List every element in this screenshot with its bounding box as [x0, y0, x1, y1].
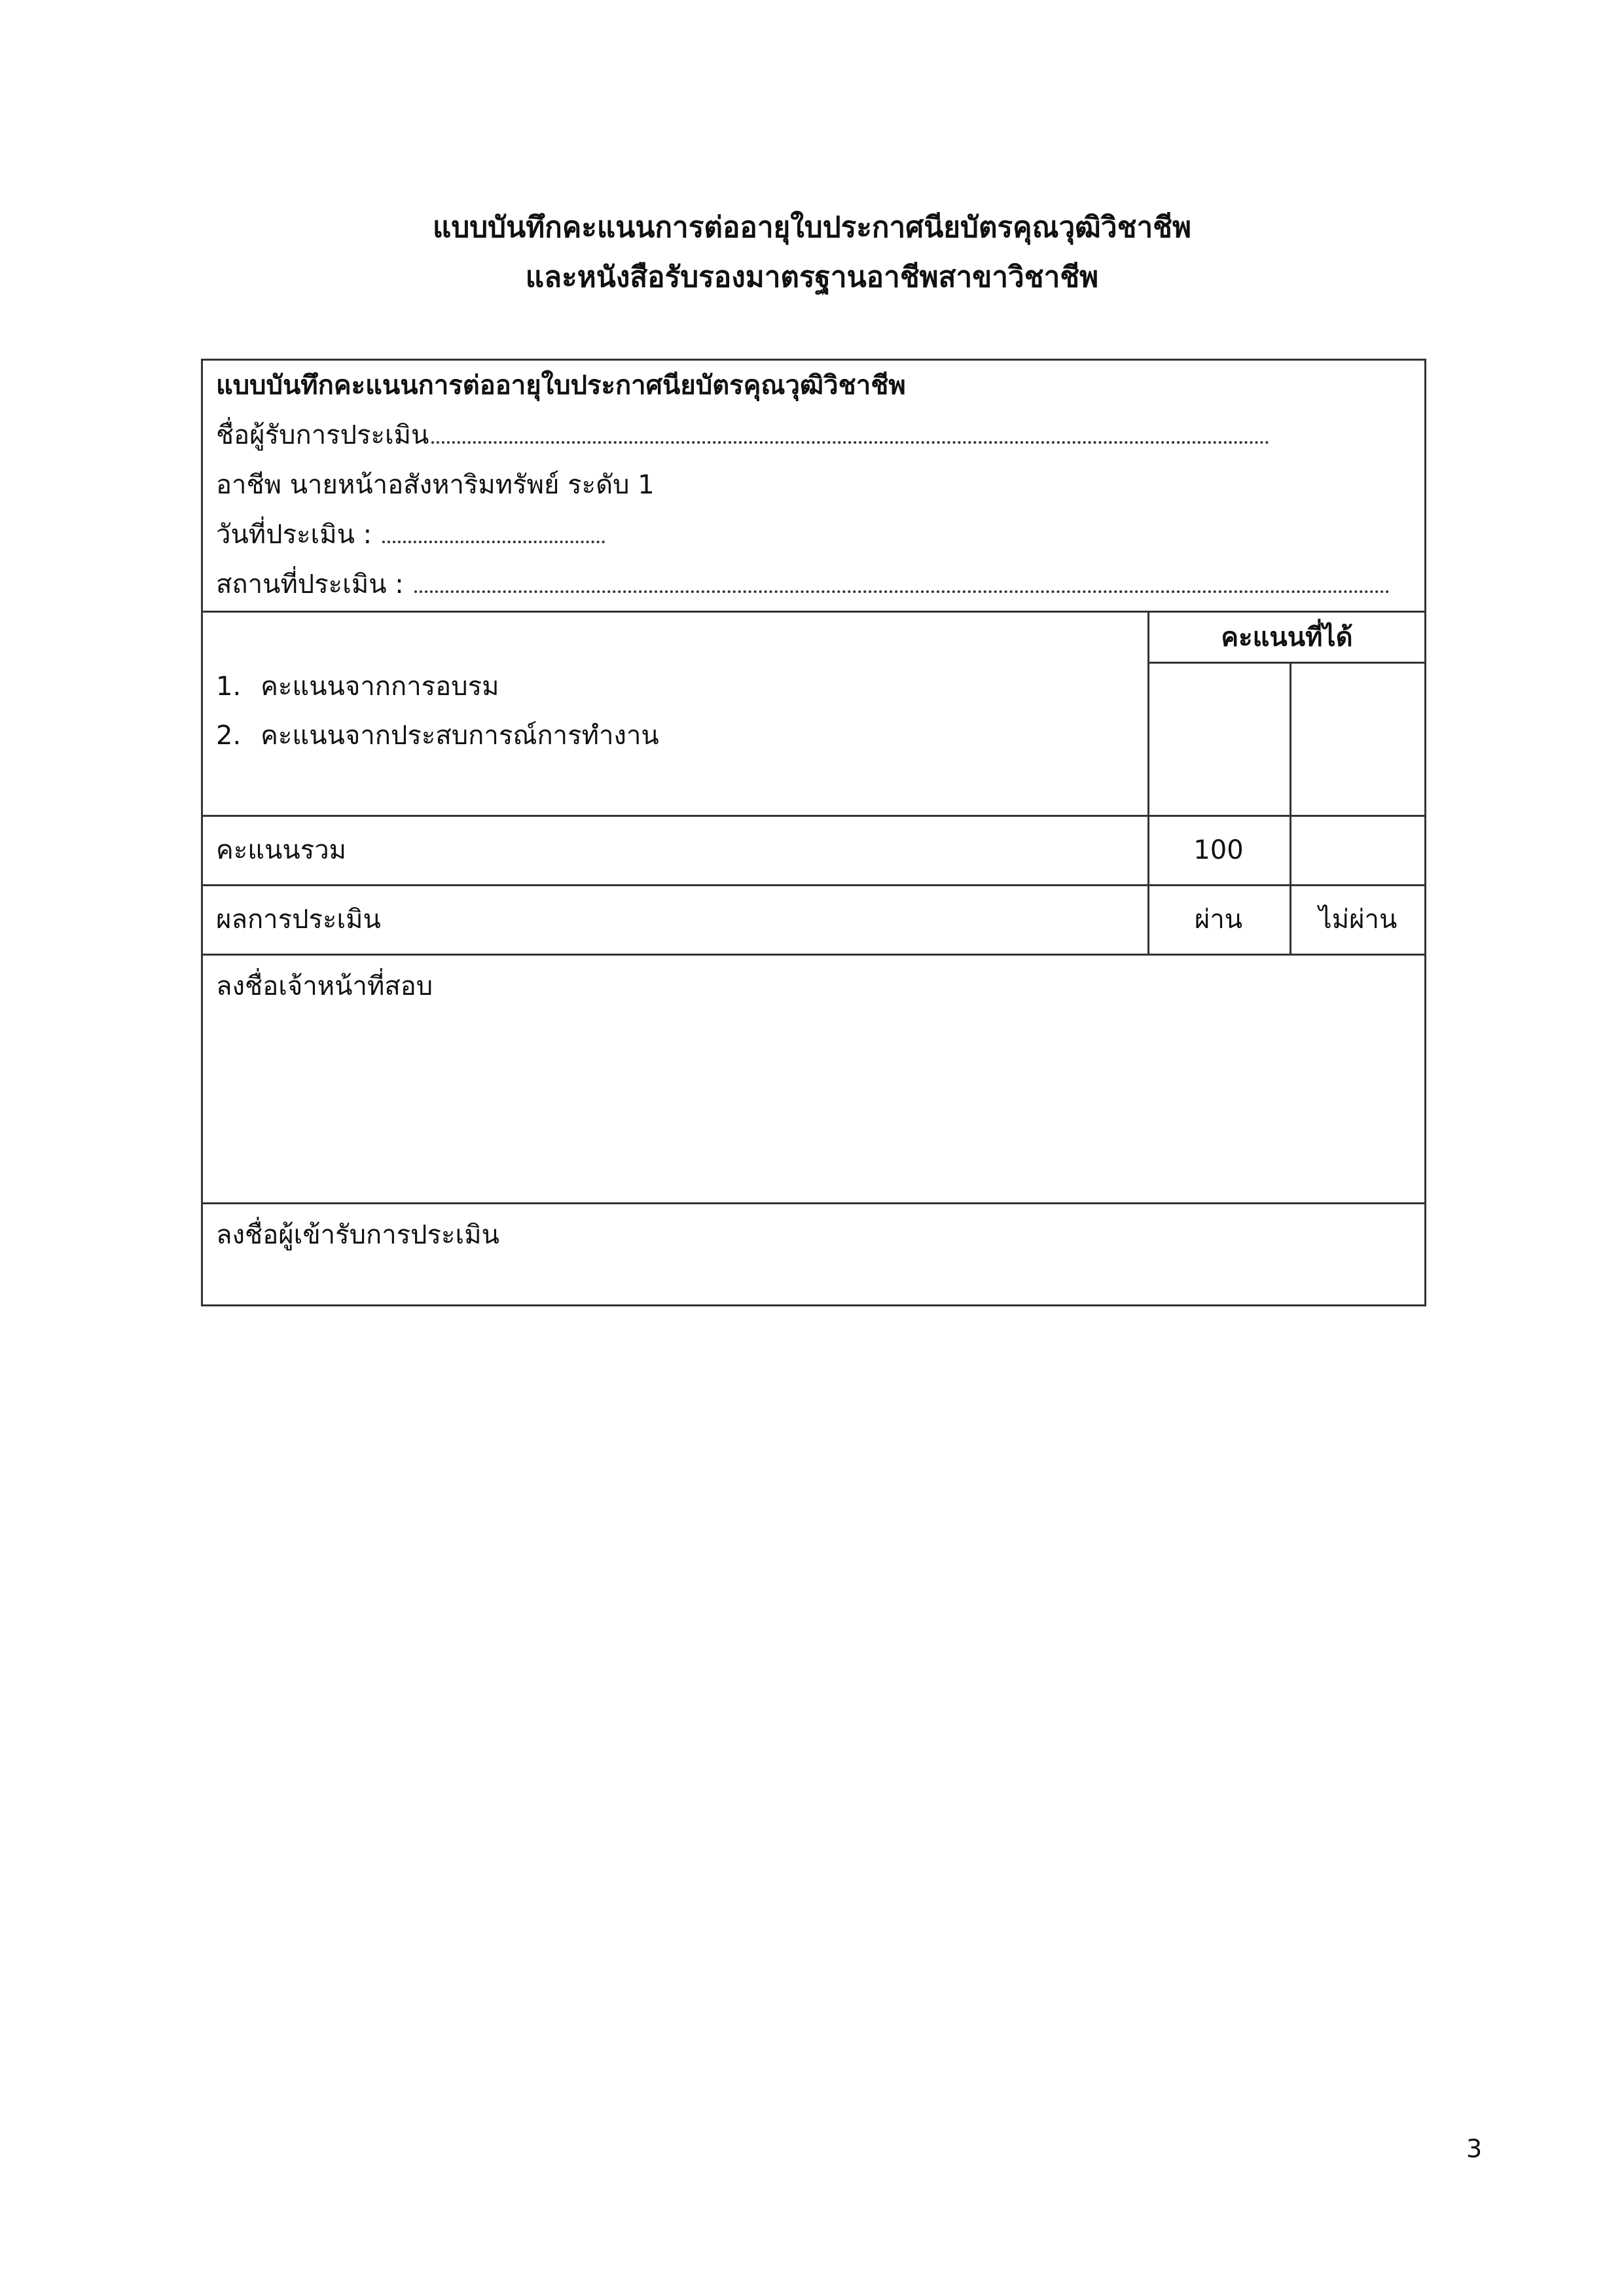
assessment-place-line [216, 566, 1390, 603]
assessment-place-field[interactable] [414, 590, 1390, 593]
assessee-name-line [216, 417, 1269, 454]
score-header-divider [1147, 662, 1426, 664]
result-divider [203, 954, 1424, 956]
items-divider [203, 815, 1424, 817]
form-header-title: แบบบันทึกคะแนนการต่ออายุใบประกาศนียบัตรคุณวุฒิวิชาชีพ [216, 370, 906, 401]
title-line-1: แบบบันทึกคะแนนการต่ออายุใบประกาศนียบัตรคุณวุฒิวิชาชีพ [432, 211, 1192, 244]
officer-signature-divider [203, 1202, 1424, 1204]
score-item-1-label: คะแนนจากการอบรม [261, 672, 499, 702]
assessment-date-field[interactable] [382, 541, 605, 543]
assessee-name-label: ชื่อผู้รับการประเมิน [216, 420, 429, 450]
title-line-2: และหนังสือรับรองมาตรฐานอาชีพสาขาวิชาชีพ [525, 260, 1099, 294]
score-record-form [201, 359, 1426, 1306]
assessee-name-field[interactable] [431, 441, 1269, 444]
page-title [0, 203, 1624, 302]
assessment-place-label: สถานที่ประเมิน : [216, 569, 404, 600]
assessment-date-line [216, 516, 605, 553]
total-score-label: คะแนนรวม [216, 835, 347, 865]
score-item-2 [216, 717, 659, 754]
total-score-max: 100 [1193, 835, 1244, 865]
score-item-2-label: คะแนนจากประสบการณ์การทำงาน [261, 721, 659, 751]
score-item-1 [216, 668, 499, 705]
score-item-2-number: 2. [216, 721, 242, 751]
result-fail-option[interactable]: ไม่ผ่าน [1318, 905, 1398, 935]
occupation-line: อาชีพ นายหน้าอสังหาริมทรัพย์ ระดับ 1 [216, 470, 655, 500]
assessee-signature-label: ลงชื่อผู้เข้ารับการประเมิน [216, 1220, 499, 1250]
total-divider [203, 884, 1424, 886]
page-number: 3 [1466, 2134, 1483, 2163]
header-divider [203, 611, 1424, 613]
score-item-1-number: 1. [216, 672, 242, 702]
result-pass-option[interactable]: ผ่าน [1194, 905, 1243, 935]
assessment-date-label: วันที่ประเมิน : [216, 520, 372, 550]
assessment-result-label: ผลการประเมิน [216, 905, 381, 935]
score-header: คะแนนที่ได้ [1221, 622, 1353, 653]
officer-signature-label: ลงชื่อเจ้าหน้าที่สอบ [216, 971, 433, 1001]
